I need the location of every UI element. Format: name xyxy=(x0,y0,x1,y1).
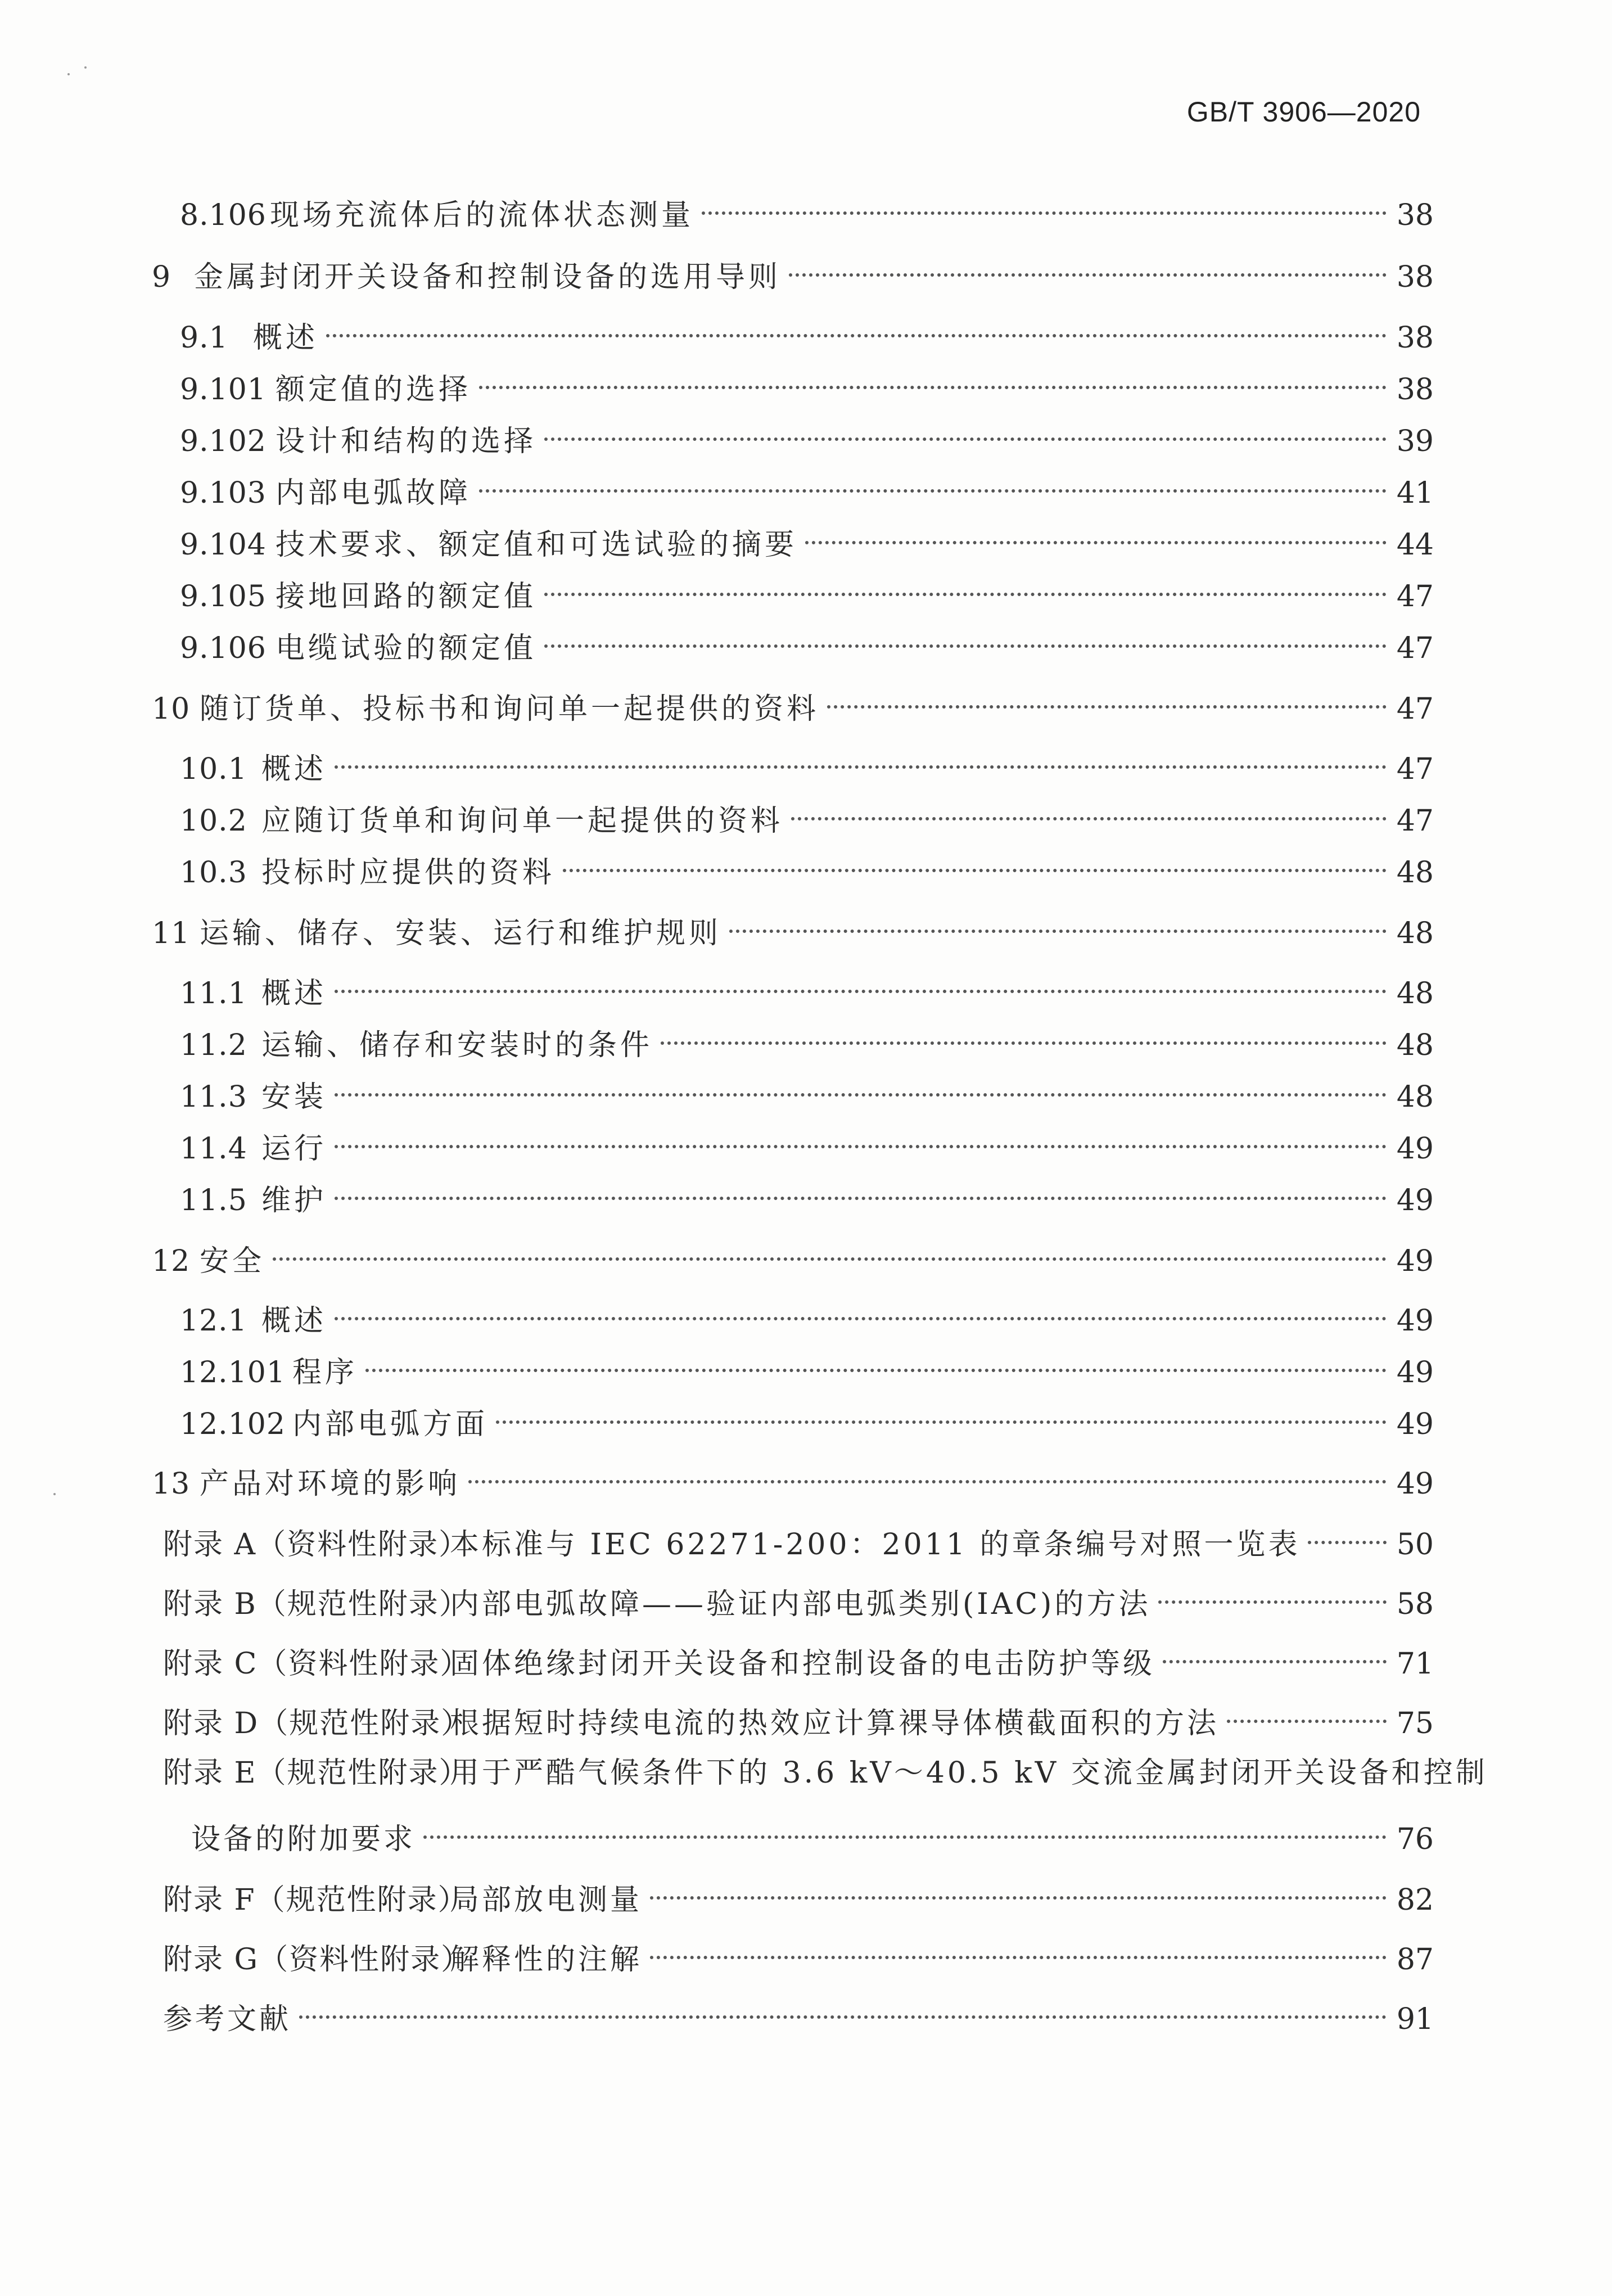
dot-leader xyxy=(1163,1634,1387,1673)
toc-entry[interactable] xyxy=(180,1171,1434,1217)
toc-annex-entry[interactable] xyxy=(163,1930,1434,1977)
toc-annex-label: 附录 B（规范性附录） xyxy=(163,1587,469,1621)
dot-leader xyxy=(335,964,1387,1003)
toc-annex-label: 附录 F（规范性附录） xyxy=(163,1883,468,1917)
toc-entry-title: 设计和结构的选择 xyxy=(276,425,537,458)
toc-annex-entry[interactable] xyxy=(163,1870,1434,1917)
toc-entry-title: 固体绝缘封闭开关设备和控制设备的电击防护等级 xyxy=(450,1647,1155,1681)
toc-entry[interactable] xyxy=(180,567,1434,614)
toc-entry-number: 11 xyxy=(152,917,191,950)
toc-entry[interactable] xyxy=(180,1395,1434,1441)
toc-entry-page: 49 xyxy=(1396,1304,1434,1338)
toc-entry-page: 71 xyxy=(1396,1647,1434,1681)
dot-leader xyxy=(650,1930,1387,1969)
toc-annex-entry-continuation[interactable] xyxy=(191,1810,1434,1856)
toc-entry-page: 82 xyxy=(1396,1883,1434,1917)
dot-leader xyxy=(661,1016,1387,1055)
dot-leader xyxy=(335,1119,1387,1158)
toc-entry-title: 技术要求、额定值和可选试验的摘要 xyxy=(276,528,798,562)
toc-entry-page: 58 xyxy=(1396,1587,1434,1621)
toc-entry-page: 47 xyxy=(1396,692,1434,726)
dot-leader xyxy=(335,739,1387,779)
toc-annex-entry[interactable] xyxy=(163,1694,1434,1740)
toc-entry[interactable] xyxy=(152,1454,1434,1501)
dot-leader xyxy=(468,1454,1387,1494)
toc-entry-title: 内部电弧故障——验证内部电弧类别(IAC)的方法 xyxy=(450,1587,1151,1621)
toc-entry-number: 10 xyxy=(152,692,191,726)
dot-leader xyxy=(326,308,1387,348)
toc-entry-number: 11.5 xyxy=(180,1184,247,1217)
toc-entry[interactable] xyxy=(180,1343,1434,1390)
toc-entry[interactable] xyxy=(152,679,1434,726)
dot-leader xyxy=(544,412,1387,451)
toc-entry[interactable] xyxy=(180,515,1434,562)
toc-entry-title: 解释性的注解 xyxy=(450,1943,643,1977)
toc-references-entry[interactable] xyxy=(163,1990,1434,2036)
toc-entry-number: 11.2 xyxy=(180,1029,247,1062)
toc-annex-entry[interactable] xyxy=(163,1515,1434,1562)
toc-entry-number: 12.101 xyxy=(180,1356,286,1390)
toc-annex-entry[interactable] xyxy=(163,1575,1434,1621)
standard-code-header: GB/T 3906—2020 xyxy=(1186,96,1421,128)
toc-entry[interactable] xyxy=(180,1291,1434,1338)
scan-speck xyxy=(67,73,70,75)
toc-entry-title: 用于严酷气候条件下的 3.6 kV～40.5 kV 交流金属封闭开关设备和控制 xyxy=(450,1756,1488,1790)
toc-entry-number: 9.104 xyxy=(180,528,267,562)
toc-entry-page: 44 xyxy=(1396,528,1434,562)
scan-speck xyxy=(84,66,87,69)
toc-entry-title: 运输、储存和安装时的条件 xyxy=(261,1029,653,1062)
toc-entry-title: 内部电弧方面 xyxy=(292,1408,489,1441)
toc-entry-number: 12.1 xyxy=(180,1304,247,1338)
dot-leader xyxy=(544,619,1387,658)
toc-entry-number: 10.2 xyxy=(180,804,247,838)
toc-entry-number: 12 xyxy=(152,1244,191,1278)
toc-entry-page: 49 xyxy=(1396,1244,1434,1278)
toc-entry-page: 49 xyxy=(1396,1356,1434,1390)
toc-entry-number: 10.1 xyxy=(180,752,247,786)
toc-entry-title: 本标准与 IEC 62271-200：2011 的章条编号对照一览表 xyxy=(450,1528,1301,1562)
toc-entry[interactable] xyxy=(152,247,1434,294)
dot-leader xyxy=(496,1395,1387,1434)
toc-entry-title: 安全 xyxy=(200,1244,265,1278)
dot-leader xyxy=(1308,1515,1387,1554)
toc-entry-title: 投标时应提供的资料 xyxy=(261,856,556,890)
toc-entry-title: 电缆试验的额定值 xyxy=(276,631,537,665)
dot-leader xyxy=(827,679,1387,719)
toc-entry-page: 50 xyxy=(1396,1528,1434,1562)
toc-entry[interactable] xyxy=(180,186,1434,232)
toc-entry-title: 概述 xyxy=(253,321,319,355)
toc-entry[interactable] xyxy=(152,1232,1434,1278)
toc-entry-page: 41 xyxy=(1396,476,1434,510)
toc-annex-label: 附录 A（资料性附录） xyxy=(163,1528,469,1562)
toc-entry-title: 产品对环境的影响 xyxy=(200,1467,461,1501)
toc-entry[interactable] xyxy=(180,412,1434,458)
toc-entry[interactable] xyxy=(180,360,1434,407)
toc-annex-entry[interactable] xyxy=(163,1753,1488,1793)
toc-entry-page: 76 xyxy=(1396,1823,1434,1856)
toc-entry-page: 48 xyxy=(1396,917,1434,950)
toc-entry-number: 11.3 xyxy=(180,1080,247,1114)
toc-entry-number: 9.102 xyxy=(180,425,267,458)
dot-leader xyxy=(563,843,1387,882)
toc-entry-title: 概述 xyxy=(261,977,327,1011)
dot-leader xyxy=(789,247,1387,287)
toc-entry-page: 75 xyxy=(1396,1707,1434,1740)
toc-entry-number: 13 xyxy=(152,1467,191,1501)
toc-entry[interactable] xyxy=(180,1067,1434,1114)
toc-entry[interactable] xyxy=(180,463,1434,510)
toc-entry-number: 9.106 xyxy=(180,631,267,665)
toc-entry-title: 现场充流体后的流体状态测量 xyxy=(270,199,694,232)
dot-leader xyxy=(791,791,1387,831)
toc-entry-page: 49 xyxy=(1396,1467,1434,1501)
toc-entry-title: 根据短时持续电流的热效应计算裸导体横截面积的方法 xyxy=(450,1707,1220,1740)
toc-entry-page: 87 xyxy=(1396,1943,1434,1977)
toc-entry-page: 38 xyxy=(1396,321,1434,355)
toc-entry-number: 11.1 xyxy=(180,977,247,1011)
toc-entry-number: 9 xyxy=(152,260,171,294)
toc-entry[interactable] xyxy=(180,739,1434,786)
toc-entry[interactable] xyxy=(180,308,1434,355)
dot-leader xyxy=(1158,1575,1387,1614)
toc-annex-entry[interactable] xyxy=(163,1634,1434,1681)
dot-leader xyxy=(335,1171,1387,1210)
toc-entry-page: 48 xyxy=(1396,1029,1434,1062)
toc-entry-number: 9.1 xyxy=(180,321,228,355)
dot-leader xyxy=(365,1343,1387,1382)
dot-leader xyxy=(335,1291,1387,1330)
toc-entry-page: 49 xyxy=(1396,1132,1434,1166)
toc-entry[interactable] xyxy=(180,1119,1434,1166)
toc-entry-title: 金属封闭开关设备和控制设备的选用导则 xyxy=(194,260,782,294)
toc-annex-label: 附录 D（规范性附录） xyxy=(163,1707,472,1740)
dot-leader xyxy=(650,1870,1387,1910)
toc-annex-label: 附录 E（规范性附录） xyxy=(163,1756,469,1790)
dot-leader xyxy=(423,1810,1387,1849)
toc-annex-label: 附录 C（资料性附录） xyxy=(163,1647,471,1681)
toc-entry-number: 12.102 xyxy=(180,1408,286,1441)
toc-entry-number: 10.3 xyxy=(180,856,247,890)
dot-leader xyxy=(729,904,1387,943)
toc-entry-number: 8.106 xyxy=(180,199,267,232)
toc-entry-title: 安装 xyxy=(261,1080,327,1114)
dot-leader xyxy=(805,515,1387,554)
toc-entry-page: 47 xyxy=(1396,631,1434,665)
toc-entry-title: 随订货单、投标书和询问单一起提供的资料 xyxy=(200,692,820,726)
toc-entry-title: 维护 xyxy=(261,1184,327,1217)
toc-entry[interactable] xyxy=(180,619,1434,665)
toc-entry-title: 应随订货单和询问单一起提供的资料 xyxy=(261,804,784,838)
toc-entry-page: 39 xyxy=(1396,425,1434,458)
toc-entry-page: 47 xyxy=(1396,752,1434,786)
toc-entry-page: 48 xyxy=(1396,1080,1434,1114)
toc-entry[interactable] xyxy=(180,791,1434,838)
toc-entry[interactable] xyxy=(180,964,1434,1011)
toc-entry-page: 38 xyxy=(1396,199,1434,232)
toc-entry-title: 参考文献 xyxy=(163,2002,292,2036)
toc-entry-number: 9.101 xyxy=(180,373,267,407)
dot-leader xyxy=(273,1232,1387,1271)
toc-entry-number: 9.103 xyxy=(180,476,267,510)
toc-entry[interactable] xyxy=(180,1016,1434,1062)
toc-entry-page: 48 xyxy=(1396,856,1434,890)
toc-entry-title: 程序 xyxy=(292,1356,358,1390)
toc-entry-title: 运输、储存、安装、运行和维护规则 xyxy=(200,917,722,950)
toc-entry-title: 内部电弧故障 xyxy=(276,476,472,510)
dot-leader xyxy=(479,463,1387,503)
toc-entry-title-continued: 设备的附加要求 xyxy=(191,1823,416,1856)
toc-entry-title: 概述 xyxy=(261,752,327,786)
toc-entry-title: 运行 xyxy=(261,1132,327,1166)
toc-annex-label: 附录 G（资料性附录） xyxy=(163,1943,472,1977)
toc-entry-page: 49 xyxy=(1396,1408,1434,1441)
dot-leader xyxy=(702,186,1387,225)
dot-leader xyxy=(479,360,1387,399)
toc-entry-number: 9.105 xyxy=(180,580,267,614)
dot-leader xyxy=(544,567,1387,606)
toc-entry-page: 91 xyxy=(1396,2002,1434,2036)
toc-entry-title: 接地回路的额定值 xyxy=(276,580,537,614)
toc-entry-title: 额定值的选择 xyxy=(276,373,472,407)
toc-entry-title: 局部放电测量 xyxy=(450,1883,643,1917)
toc-entry-page: 47 xyxy=(1396,804,1434,838)
dot-leader xyxy=(299,1990,1387,2029)
toc-entry[interactable] xyxy=(152,904,1434,950)
toc-entry-title: 概述 xyxy=(261,1304,327,1338)
toc-entry-page: 48 xyxy=(1396,977,1434,1011)
dot-leader xyxy=(335,1067,1387,1107)
toc-entry-page: 38 xyxy=(1396,373,1434,407)
scan-speck xyxy=(53,1493,56,1495)
toc-entry-page: 47 xyxy=(1396,580,1434,614)
toc-entry[interactable] xyxy=(180,843,1434,890)
dot-leader xyxy=(1227,1694,1387,1733)
toc-entry-number: 11.4 xyxy=(180,1132,247,1166)
toc-entry-page: 38 xyxy=(1396,260,1434,294)
toc-entry-page: 49 xyxy=(1396,1184,1434,1217)
